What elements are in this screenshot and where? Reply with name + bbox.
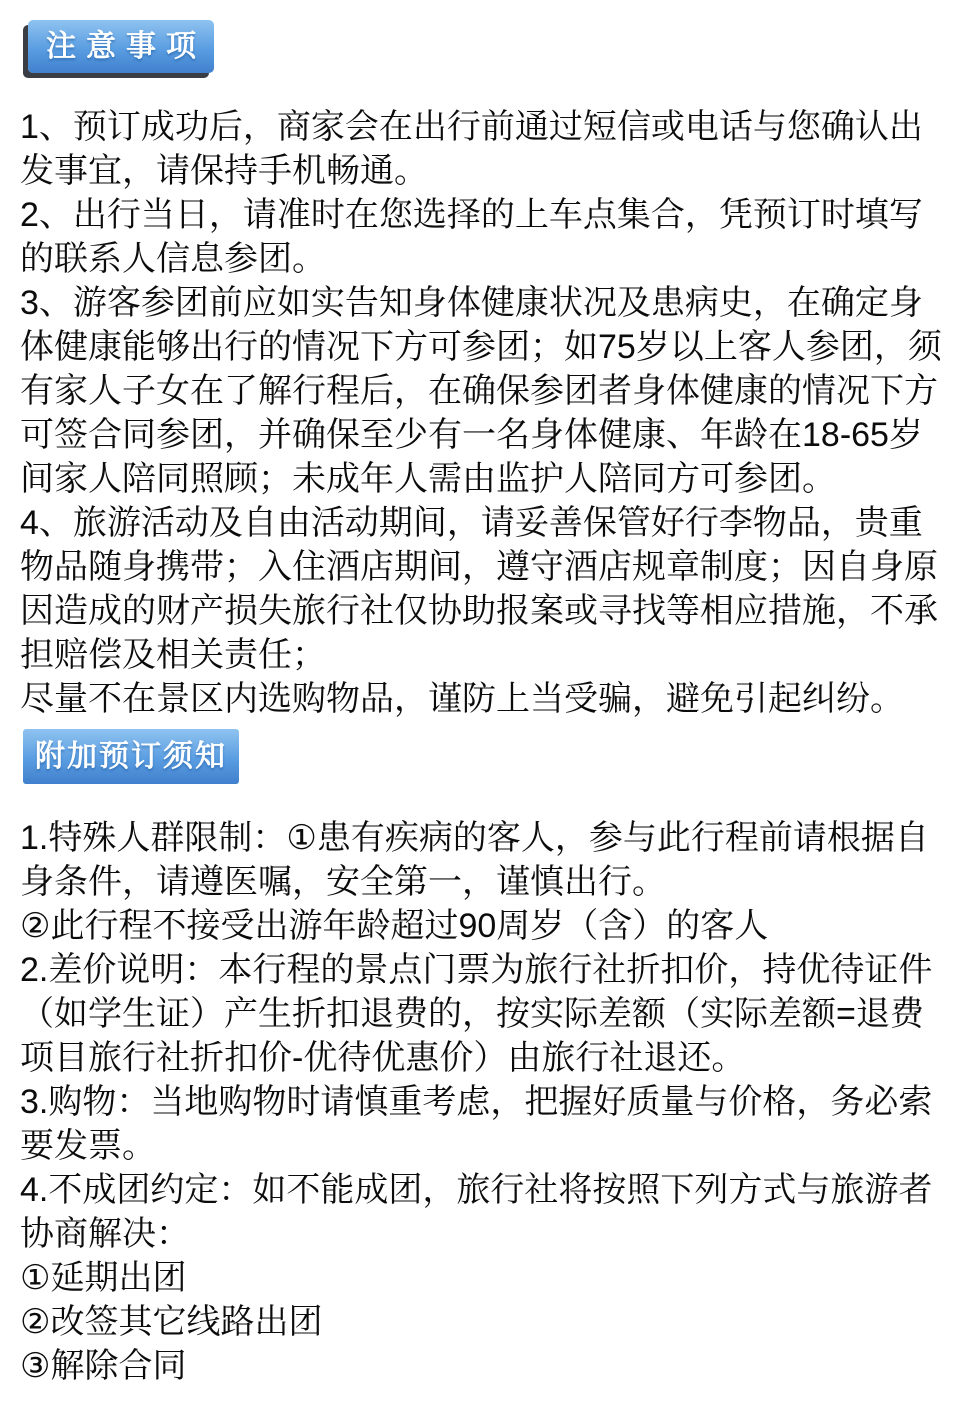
- notice-item-5: 尽量不在景区内选购物品，谨防上当受骗，避免引起纠纷。: [20, 680, 904, 718]
- booking-note-2: ②此行程不接受出游年龄超过90周岁（含）的客人: [20, 907, 769, 945]
- booking-notes-section-content: [20, 816, 952, 1388]
- booking-note-1: 1.特殊人群限制：①患有疾病的客人，参与此行程前请根据自身条件，请遵医嘱，安全第一，谨慎出行。: [20, 819, 929, 901]
- notice-item-4: 4、旅游活动及自由活动期间，请妥善保管好行李物品，贵重物品随身携带；入住酒店期间，遵守酒店规章制度；因自身原因造成的财产损失旅行社仅协助报案或寻找等相应措施，不承担赔偿及相关责任；: [20, 504, 938, 674]
- notice-section-content: [20, 105, 952, 721]
- booking-note-5: 4.不成团约定：如不能成团，旅行社将按照下列方式与旅游者协商解决：: [20, 1171, 933, 1253]
- booking-note-4: 3.购物：当地购物时请慎重考虑，把握好质量与价格，务必索要发票。: [20, 1083, 933, 1165]
- notice-item-2: 2、出行当日，请准时在您选择的上车点集合，凭预订时填写的联系人信息参团。: [20, 196, 923, 278]
- notice-item-1: 1、预订成功后，商家会在出行前通过短信或电话与您确认出发事宜，请保持手机畅通。: [20, 108, 923, 190]
- booking-note-8: ③解除合同: [20, 1347, 187, 1385]
- section-booking-notes: [0, 721, 970, 1388]
- booking-note-3: 2.差价说明：本行程的景点门票为旅行社折扣价，持优待证件（如学生证）产生折扣退费的，按实际差额（实际差额=退费项目旅行社折扣价-优待优惠价）由旅行社退还。: [20, 951, 933, 1077]
- booking-notes-section-badge: 附加预订须知: [23, 729, 239, 784]
- notice-item-3: 3、游客参团前应如实告知身体健康状况及患病史，在确定身体健康能够出行的情况下方可参团；如75岁以上客人参团，须有家人子女在了解行程后，在确保参团者身体健康的情况下方可签合同参团，并确保至少有一名身体健康、年龄在18-65岁间家人陪同照顾；未成年人需由监护人陪同方可参团。: [20, 284, 942, 498]
- notice-section-badge: 注意事项: [28, 20, 214, 73]
- booking-note-6: ①延期出团: [20, 1259, 187, 1297]
- booking-note-7: ②改签其它线路出团: [20, 1303, 323, 1341]
